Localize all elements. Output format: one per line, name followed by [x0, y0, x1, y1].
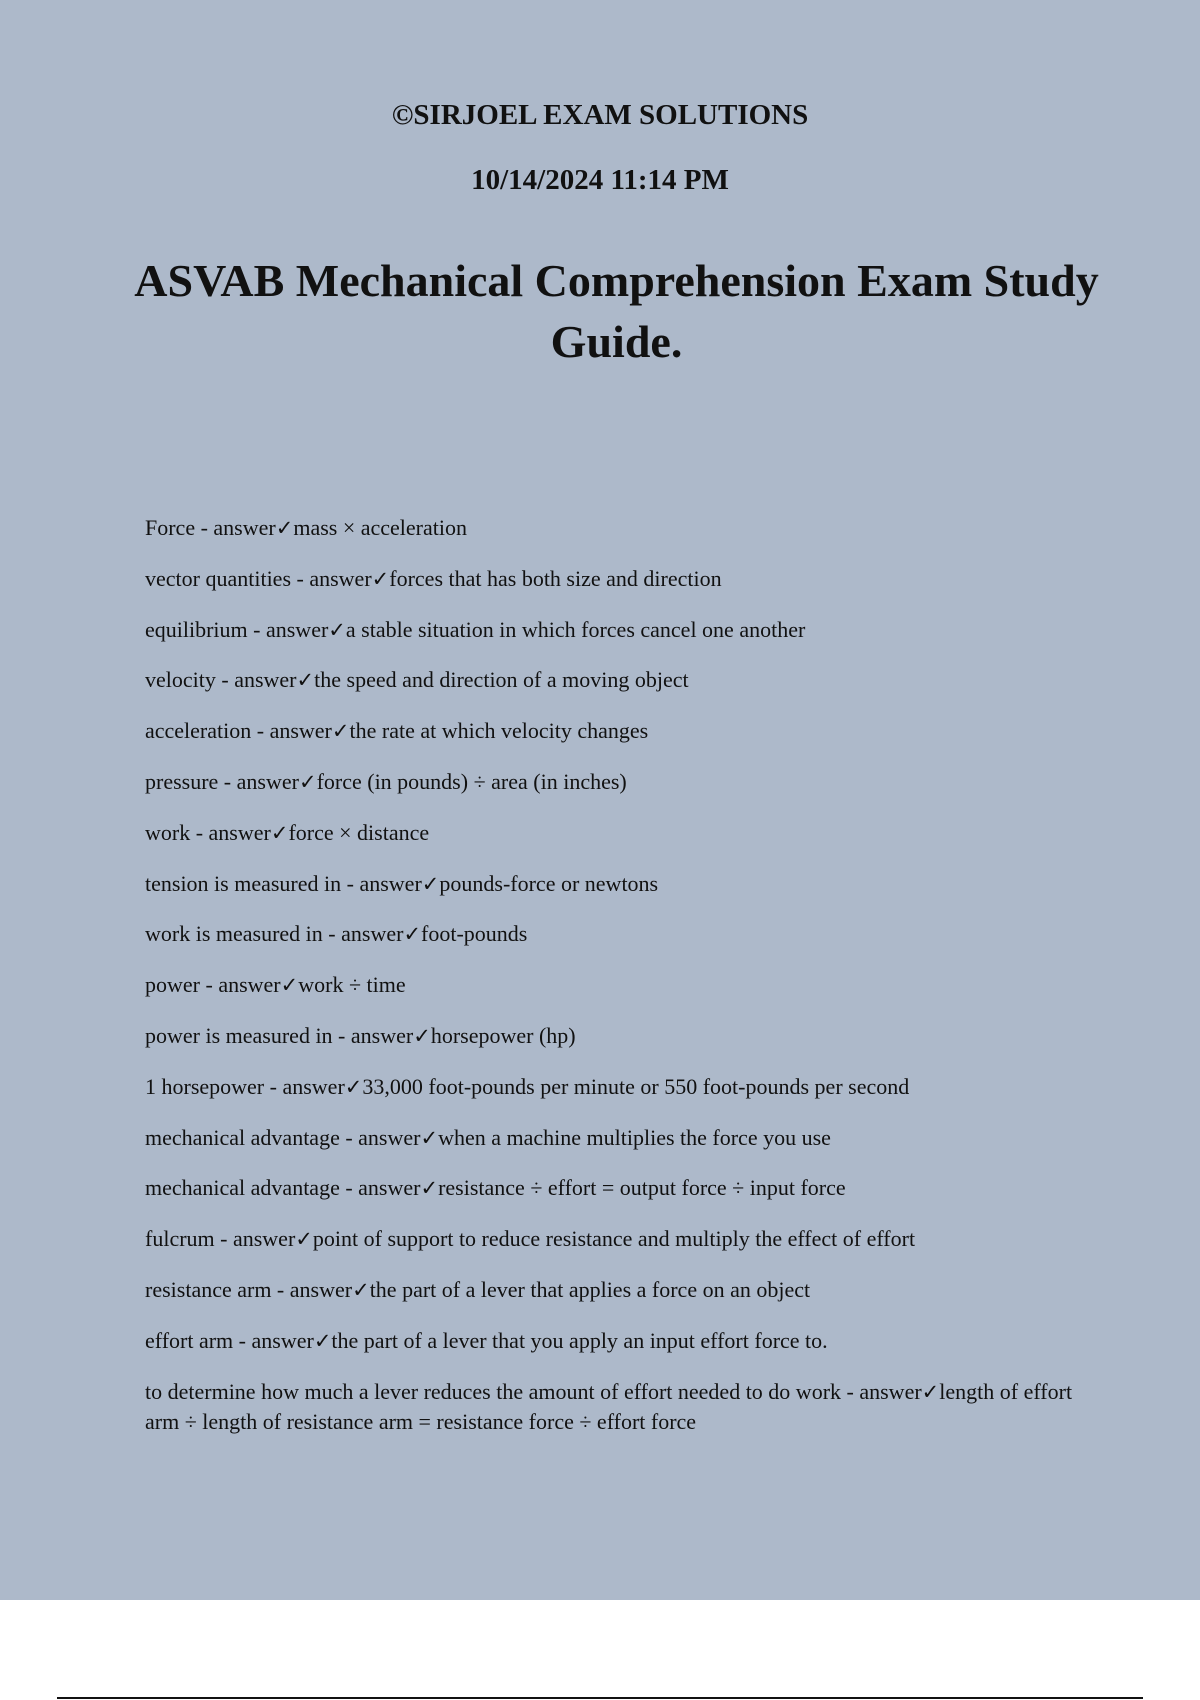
checkmark-icon: ✓ [275, 516, 294, 540]
flashcard-entry [145, 564, 1085, 594]
checkmark-icon: ✓ [295, 1227, 313, 1252]
answer-label: answer [265, 616, 329, 642]
entry-term: work is measured in - [145, 921, 342, 947]
flashcard-entry [145, 1224, 1085, 1254]
entry-term: power is measured in - [145, 1022, 351, 1048]
flashcard-entry [145, 869, 1085, 899]
flashcard-list [145, 513, 1085, 1457]
checkmark-icon: ✓ [413, 1023, 431, 1048]
flashcard-entry [145, 1326, 1085, 1356]
entry-answer: foot-pounds [421, 921, 528, 947]
answer-label: answer [859, 1378, 922, 1404]
entry-answer: mass × acceleration [293, 515, 468, 540]
flashcard-entry [145, 1072, 1085, 1102]
entry-term: Force - [145, 515, 214, 540]
entry-answer: a stable situation in which forces cancel one another [345, 616, 806, 642]
flashcard-entry [145, 1275, 1085, 1305]
entry-term: tension is measured in - [145, 870, 360, 896]
entry-answer: pounds-force or newtons [439, 870, 659, 896]
flashcard-entry [145, 1173, 1085, 1203]
answer-label: answer [218, 972, 281, 998]
entry-answer: the part of a lever that applies a force on an object [369, 1276, 811, 1302]
entry-answer: the part of a lever that you apply an input effort force to. [331, 1327, 828, 1353]
checkmark-icon: ✓ [371, 566, 390, 591]
answer-label: answer [309, 565, 372, 591]
entry-term: resistance arm - [145, 1276, 290, 1302]
flashcard-entry [145, 665, 1085, 695]
answer-label: answer [358, 1175, 421, 1201]
entry-term: effort arm - [145, 1327, 252, 1353]
entry-term: work - [145, 819, 209, 845]
entry-term: acceleration - [145, 718, 270, 744]
flashcard-entry [145, 513, 1085, 543]
entry-term: 1 horsepower - [145, 1073, 283, 1099]
checkmark-icon: ✓ [420, 1176, 439, 1201]
answer-label: answer [251, 1327, 314, 1353]
entry-answer: the rate at which velocity changes [349, 718, 649, 744]
entry-answer: work ÷ time [298, 972, 406, 998]
entry-term: power - [145, 972, 219, 998]
entry-term: velocity - [145, 667, 235, 693]
company-header: ©SIRJOEL EXAM SOLUTIONS [391, 99, 809, 131]
flashcard-entry [145, 615, 1085, 645]
answer-label: answer [282, 1073, 345, 1099]
entry-answer: force × distance [288, 819, 430, 845]
checkmark-icon: ✓ [296, 668, 315, 693]
checkmark-icon: ✓ [331, 719, 350, 744]
footer-divider [57, 1697, 1143, 1699]
checkmark-icon: ✓ [921, 1379, 940, 1404]
flashcard-entry [145, 818, 1085, 848]
checkmark-icon: ✓ [403, 922, 422, 947]
answer-label: answer [208, 819, 271, 845]
document-title: ASVAB Mechanical Comprehension Exam Study Guide. [134, 255, 1099, 367]
flashcard-entry [145, 1021, 1085, 1051]
flashcard-entry [145, 1377, 1085, 1437]
entry-term: mechanical advantage - [145, 1175, 359, 1201]
entry-answer: length of effort arm ÷ length of resistance arm = resistance force ÷ effort force [145, 1378, 1073, 1434]
flashcard-entry [145, 767, 1085, 797]
entry-term: to determine how much a lever reduces the amount of effort needed to do work - [145, 1378, 860, 1404]
answer-label: answer [350, 1022, 414, 1048]
flashcard-entry [145, 716, 1085, 746]
answer-label: answer [232, 1226, 296, 1252]
answer-label: answer [341, 921, 404, 947]
checkmark-icon: ✓ [280, 973, 299, 998]
checkmark-icon: ✓ [344, 1074, 363, 1099]
entry-answer: when a machine multiplies the force you use [438, 1124, 831, 1150]
answer-label: answer [359, 870, 422, 896]
entry-term: mechanical advantage - [145, 1124, 359, 1150]
answer-label: answer [358, 1124, 421, 1150]
flashcard-entry [145, 919, 1085, 949]
checkmark-icon: ✓ [421, 871, 440, 896]
flashcard-entry [145, 1123, 1085, 1153]
entry-term: equilibrium - [145, 616, 266, 642]
answer-label: answer [289, 1276, 353, 1302]
checkmark-icon: ✓ [270, 820, 289, 845]
answer-label: answer [236, 768, 299, 794]
checkmark-icon: ✓ [420, 1125, 439, 1150]
answer-label: answer [234, 667, 297, 693]
entry-answer: forces that has both size and direction [389, 565, 722, 591]
entry-term: pressure - [145, 768, 237, 794]
checkmark-icon: ✓ [352, 1277, 370, 1302]
entry-answer: force (in pounds) ÷ area (in inches) [316, 768, 627, 794]
entry-answer: 33,000 foot-pounds per minute or 550 foot-pounds per second [362, 1073, 910, 1099]
document-datetime: 10/14/2024 11:14 PM [471, 164, 729, 196]
answer-label: answer [213, 515, 276, 540]
entry-answer: horsepower (hp) [430, 1022, 576, 1048]
entry-answer: resistance ÷ effort = output force ÷ input force [438, 1175, 846, 1201]
checkmark-icon: ✓ [298, 769, 317, 794]
answer-label: answer [269, 718, 332, 744]
entry-answer: the speed and direction of a moving object [314, 667, 689, 693]
entry-term: vector quantities - [145, 565, 310, 591]
checkmark-icon: ✓ [328, 617, 346, 642]
entry-answer: point of support to reduce resistance and multiply the effect of effort [312, 1226, 916, 1252]
flashcard-entry [145, 970, 1085, 1000]
checkmark-icon: ✓ [313, 1328, 332, 1353]
entry-term: fulcrum - [145, 1226, 233, 1252]
